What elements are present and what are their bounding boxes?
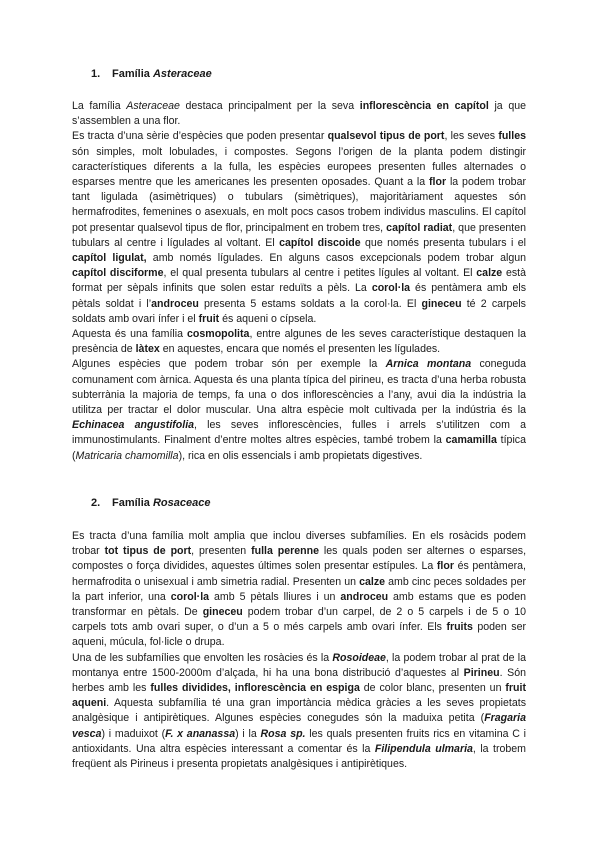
text-run: calze: [476, 267, 503, 280]
text-run: calze: [359, 575, 386, 588]
text-run: [261, 728, 306, 740]
text-run: que només presenta tubulars i el: [360, 236, 526, 249]
text-run: Aquesta és una família: [72, 328, 188, 341]
text-run: ja que s’assemblen a una flor.: [72, 100, 526, 128]
text-run: Es tracta d’una família molt amplia que inclou diverses subfamílies. En els rosàcids podem trobar: [72, 530, 526, 558]
text-run: , que presenten tubulars al centre i lígulades al voltant. El: [72, 221, 527, 249]
text-run: corol·la: [170, 590, 210, 603]
section-body-asteraceae: [72, 99, 526, 464]
text-run: ) i la: [235, 727, 261, 740]
text-run: [386, 358, 471, 370]
paragraph: [72, 651, 526, 773]
text-run: [72, 419, 194, 431]
section-number: 2.: [91, 497, 101, 509]
text-run: amb 5 pètals lliures i un: [209, 590, 341, 603]
text-run: , presenten: [191, 545, 252, 558]
text-run: ) i maduixot (: [101, 727, 166, 740]
text-run: gineceu: [202, 606, 243, 619]
text-run: androceu: [340, 590, 389, 603]
text-run: de color blanc, presenten un: [359, 682, 506, 695]
text-run: està format per sèpals infinits que solen estar reduïts a pèls. La: [72, 267, 526, 295]
text-run: coneguda comunament com àrnica. Aquesta és una planta típica del pirineu, es tracta d’una herba robusta subterrània la majoria de temps, fa una o dos inflorescències a l’any, avui dia la indústria la utilitza per tractar el dolor muscular. Una altra espècie molt cultivada per la indústria és la: [72, 358, 526, 417]
paragraph: [72, 129, 526, 327]
text-run: poden ser aqueni, múcula, fol·licle o drupa.: [72, 621, 526, 649]
text-run: camamilla: [445, 434, 497, 447]
text-run: capítol ligulat,: [72, 252, 147, 265]
text-run: capítol discoide: [279, 236, 361, 249]
section-number: 1.: [91, 68, 101, 80]
text-run: Es tracta d’una sèrie d’espècies que poden presentar: [72, 130, 328, 143]
text-run: les quals poden ser alternes o esparses, compostes o força dividides, aquestes últimes solen presentar estípules. La: [72, 545, 527, 573]
text-run: F. x ananassa: [165, 727, 236, 740]
text-run: són simples, molt lobulades, i compostes. Segons l’origen de la planta podem distingir característiques diferents a la fulla, les espècies europees presenten fulles alternades o esparses mentre que les americanes les presenten oposades. Quant a la: [72, 145, 526, 189]
section-heading-rosaceace: [91, 496, 210, 511]
text-run: amb estams que es poden transformar en pètals. De: [72, 590, 526, 619]
text-run: tot tipus de port: [104, 545, 192, 558]
text-run: capítol disciforme: [72, 267, 164, 280]
text-run: inflorescència en capítol: [359, 100, 489, 112]
text-run: podem trobar d’un carpel, de 2 o 5 carpels i de 5 o 10 carpels tots amb ovari super, o d’un a 5 o més carpels amb ovari ínfer. Els: [72, 606, 526, 634]
text-run: gineceu: [421, 297, 462, 310]
text-run: cosmopolita: [187, 328, 250, 341]
text-run: Asteraceae: [126, 100, 180, 112]
text-run: destaca principalment per la seva: [179, 100, 360, 112]
text-run: té 2 carpels soldats amb ovari ínfer i el: [72, 297, 526, 325]
section-heading-asteraceae: [91, 67, 212, 82]
text-run: les quals presenten fruits rics en vitamina C i antioxidants. Una altra espècies interessant a comentar és la: [72, 727, 527, 755]
text-run: fulla perenne: [251, 545, 319, 558]
text-run: Pirineu: [463, 666, 500, 679]
text-run: La família: [72, 100, 127, 112]
text-run: androceu: [151, 297, 199, 310]
text-run: fruit: [198, 312, 220, 325]
text-run: típica (: [72, 434, 526, 462]
text-run: amb només lígulades. En alguns casos excepcionals podem trobar algun: [146, 252, 526, 265]
text-run: qualsevol tipus de port: [327, 130, 445, 143]
text-run: [165, 728, 235, 740]
section-body-rosaceace: [72, 529, 526, 772]
section-title-family: Asteraceae: [152, 68, 212, 80]
text-run: , la trobem freqüent als Pirineus i presenta propietats analgèsiques i antipirètiques.: [72, 742, 526, 771]
text-run: , el qual presenta tubulars al centre i petites lígules al voltant. El: [163, 267, 477, 280]
paragraph: [72, 357, 526, 463]
text-run: és pentàmera amb els pètals soldat i l’: [72, 282, 526, 310]
text-run: capítol radiat: [386, 221, 453, 234]
section-title-prefix: Família: [112, 68, 153, 80]
text-run: ), rica en olis essencials i amb propietats digestives.: [178, 449, 423, 462]
text-run: , entre algunes de les seves característique destaquen la presència de: [72, 328, 527, 356]
text-run: [332, 652, 386, 664]
text-run: Matricaria chamomilla: [75, 449, 179, 462]
text-run: , la podem trobar al prat de la montanya entre 1500-2000m d’alçada, hi ha una bona distribució d’aquestes al: [72, 651, 526, 679]
text-run: Echinacea angustifolia: [72, 419, 195, 432]
text-run: fruit aqueni: [72, 682, 526, 710]
text-run: flor: [429, 176, 447, 189]
text-run: flor: [436, 560, 454, 573]
text-run: [375, 743, 473, 755]
text-run: fruits: [446, 621, 473, 634]
text-run: Fragaria vesca: [72, 712, 526, 740]
text-run: Rosoideae: [332, 651, 386, 664]
text-run: , les seves: [444, 130, 499, 143]
paragraph: [72, 327, 526, 357]
text-run: és aqueni o cípsela.: [219, 312, 317, 325]
paragraph: [72, 529, 526, 651]
text-run: Algunes espècies que podem trobar són per exemple la: [72, 358, 386, 371]
text-run: Una de les subfamílies que envolten les rosàcies és la: [72, 651, 333, 664]
text-run: presenta 5 estams soldats a la corol·la. El: [198, 297, 422, 310]
section-title-prefix: Família: [112, 497, 153, 509]
text-run: en aquestes, encara que només el presenten les lígulades.: [159, 343, 441, 356]
text-run: Arnica montana: [385, 358, 472, 371]
text-run: la podem trobar tant ligulada (asimètriques) o tubulars (simètriques), majoritàriament aquestes són hermafrodites, femenines o asexuals, en molt pocs casos trobem individus masculins. El capítol pot presentar qualsevol tipus de flor, principalment en trobem tres,: [72, 176, 526, 234]
text-run: Rosa sp.: [260, 727, 306, 740]
section-title-family: Rosaceace: [152, 497, 211, 509]
text-run: fulles dividides, inflorescència en espiga: [150, 682, 360, 695]
paragraph: [72, 99, 526, 129]
text-run: làtex: [135, 343, 160, 356]
text-run: amb cinc peces soldades per la part inferior, una: [72, 575, 526, 603]
text-run: . Són herbes amb les: [72, 666, 526, 695]
text-run: . Aquesta subfamília té una gran importància mèdica gràcies a les seves propietats analgèsique i antipirètiques. Algunes espècies conegudes són la maduixa petita (: [72, 697, 526, 725]
text-run: , les seves inflorescències, fulles i arrels s’utilitzen com a immunostimulants. Finalment d’entre moltes altres espècies, també trobem la: [72, 419, 526, 447]
text-run: corol·la: [371, 282, 411, 295]
text-run: és pentàmera, hermafrodita o unisexual i amb simetria radial. Presenten un: [72, 560, 526, 588]
text-run: fulles: [498, 130, 526, 143]
text-run: Filipendula ulmaria: [374, 742, 473, 755]
